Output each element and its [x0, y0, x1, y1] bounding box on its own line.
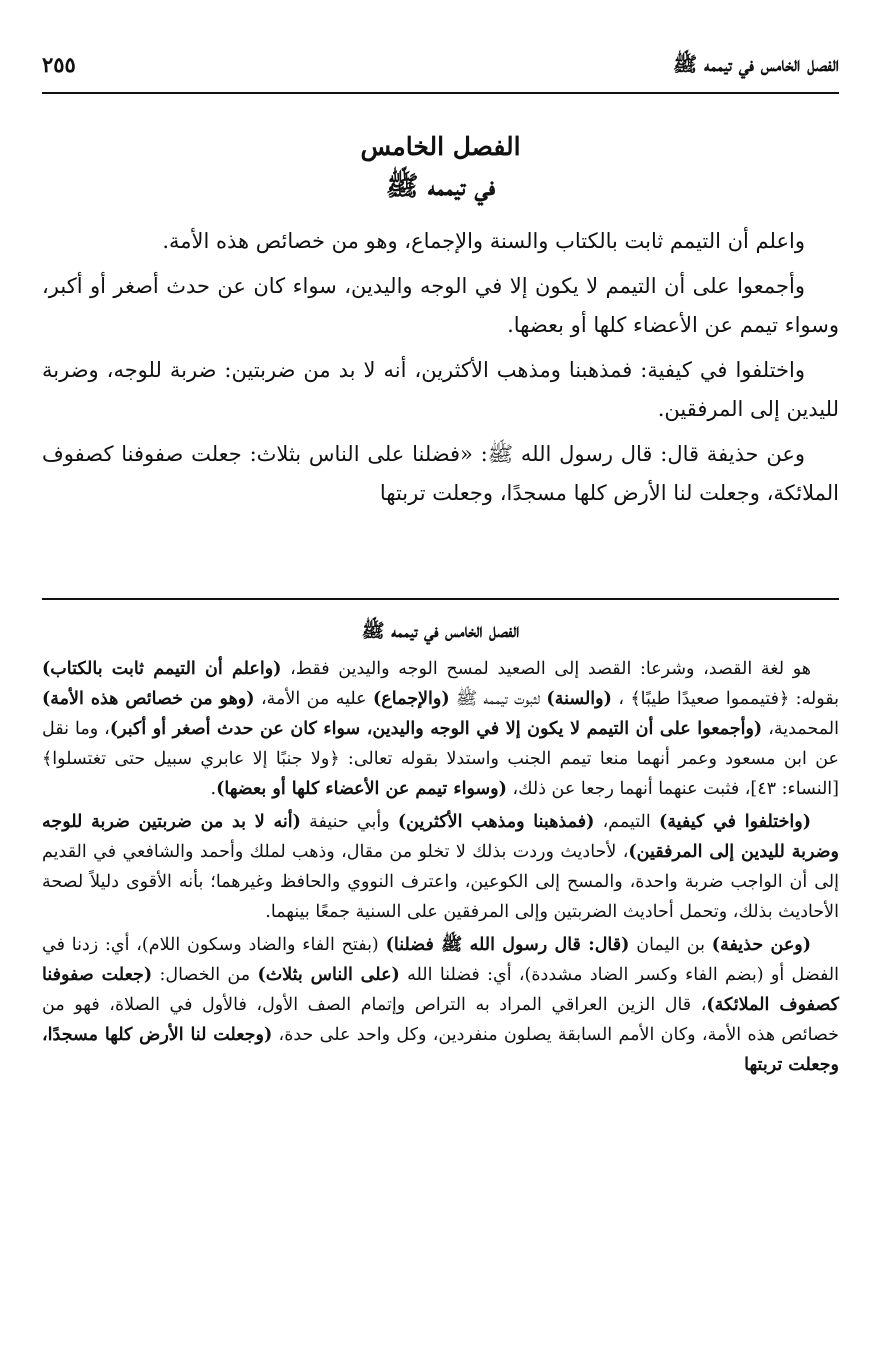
page-number: ٢٥٥	[42, 52, 76, 77]
footnote-divider	[42, 598, 839, 600]
header-rule	[42, 92, 839, 94]
commentary-text: وأبي حنيفة	[300, 812, 398, 832]
chapter-title: الفصل الخامس	[360, 132, 521, 161]
page-header	[42, 46, 839, 94]
main-paragraph: واختلفوا في كيفية: فمذهبنا ومذهب الأكثرين، أنه لا بد من ضربتين: ضربة للوجه، وضربة لليدين إلى المرفقين.	[42, 358, 839, 421]
commentary-text: ، لأحاديث وردت بذلك لا تخلو من مقال، وذهب لملك وأحمد والشافعي في القديم إلى أن الواجب ضربة واحدة، والمسح إلى الكوعين، واعترف النووي والحافظ وغيرهما؛ بأنه الأقوى دليلاً لصحة الأحاديث بذلك، وتحمل أحاديث الضربتين وإلى المرفقين على السنية جمعًا بينهما.	[42, 842, 839, 922]
commentary-title: الفصل الخامس في تيممه ﷺ	[361, 620, 520, 642]
chapter-subtitle: في تيممه ﷺ	[385, 171, 496, 202]
commentary-paragraph	[42, 654, 839, 804]
commentary-text: (بفتح الفاء والضاد وسكون اللام)، أي: زدنا في الفضل أو (بضم الفاء وكسر الضاد مشددة)، أي: فضلنا الله	[42, 935, 839, 985]
main-paragraph: واعلم أن التيمم ثابت بالكتاب والسنة والإجماع، وهو من خصائص هذه الأمة.	[162, 229, 805, 253]
quoted-main-text: (فمذهبنا ومذهب الأكثرين)	[397, 812, 595, 832]
main-text	[42, 222, 839, 519]
quoted-main-text: (وهو من خصائص هذه الأمة)	[42, 689, 255, 709]
quoted-main-text: (وسواء تيمم عن الأعضاء كلها أو بعضها)	[216, 779, 507, 799]
commentary-text: المحمدية،	[762, 719, 839, 739]
quoted-main-text: (والسنة)	[546, 689, 612, 709]
quoted-main-text: (وأجمعوا على أن التيمم لا يكون إلا في الوجه واليدين، سواء كان عن حدث أصغر أو أكبر)	[109, 719, 763, 739]
quoted-main-text: (واختلفوا في كيفية)	[658, 812, 811, 832]
commentary-text: من الخصال:	[152, 965, 258, 985]
commentary-text: ، قال الزين العراقي المراد به التراص وإتمام الصف الأول، فالأول في الصلاة، فهو من خصائص هذه الأمة، وكان الأمم السابقة يصلون منفردين، وكل واحد على حدة،	[42, 995, 839, 1045]
commentary-text: ، وما نقل عن ابن مسعود وعمر أنهما منعا تيمم الجنب واستدلا بقوله تعالى: ﴿ولا جنبًا إلا عابري سبيل حتى تغتسلوا﴾ [النساء: ٤٣]، فثبت عنهما أنهما رجعا عن ذلك،	[42, 719, 839, 799]
quoted-main-text: (وعن حذيفة)	[711, 935, 812, 955]
main-paragraph: وعن حذيفة قال: قال رسول الله ﷺ: «فضلنا على الناس بثلاث: جعلت صفوفنا كصفوف الملائكة، وجعلت لنا الأرض كلها مسجدًا، وجعلت تربتها	[42, 442, 839, 505]
quoted-main-text: (واعلم أن التيمم ثابت بالكتاب)	[42, 659, 282, 679]
commentary-text: بقوله: ﴿فتيمموا صعيدًا طيبًا﴾ ،	[611, 689, 839, 709]
quoted-main-text: (جعلت صفوفنا كصفوف الملائكة)	[42, 965, 839, 1015]
quoted-main-text: (والإجماع)	[373, 689, 450, 709]
commentary-text: .	[210, 779, 217, 799]
commentary-text: هو لغة القصد، وشرعا: القصد إلى الصعيد لمسح الوجه واليدين فقط،	[281, 659, 811, 679]
quoted-main-text: (على الناس بثلاث)	[257, 965, 400, 985]
commentary-text: التيمم،	[594, 812, 659, 832]
commentary	[42, 614, 839, 1083]
chapter-heading	[42, 128, 839, 208]
quoted-main-text: (وجعلت لنا الأرض كلها مسجدًا، وجعلت تربتها	[42, 1025, 839, 1075]
commentary-text: عليه من الأمة،	[254, 689, 374, 709]
running-title: الفصل الخامس في تيممه ﷺ	[673, 52, 839, 76]
commentary-text: بن اليمان	[629, 935, 712, 955]
commentary-paragraph	[42, 807, 839, 927]
commentary-paragraph	[42, 930, 839, 1080]
main-paragraph: وأجمعوا على أن التيمم لا يكون إلا في الوجه واليدين، سواء كان عن حدث أصغر أو أكبر، وسواء تيمم عن الأعضاء كلها أو بعضها.	[42, 274, 839, 337]
quoted-main-text: (قال: قال رسول الله ﷺ فضلنا)	[385, 935, 630, 955]
quoted-main-text: (أنه لا بد من ضربتين ضربة للوجه وضربة لليدين إلى المرفقين)	[42, 812, 839, 862]
commentary-text: لثبوت تيممه ﷺ	[449, 689, 547, 709]
